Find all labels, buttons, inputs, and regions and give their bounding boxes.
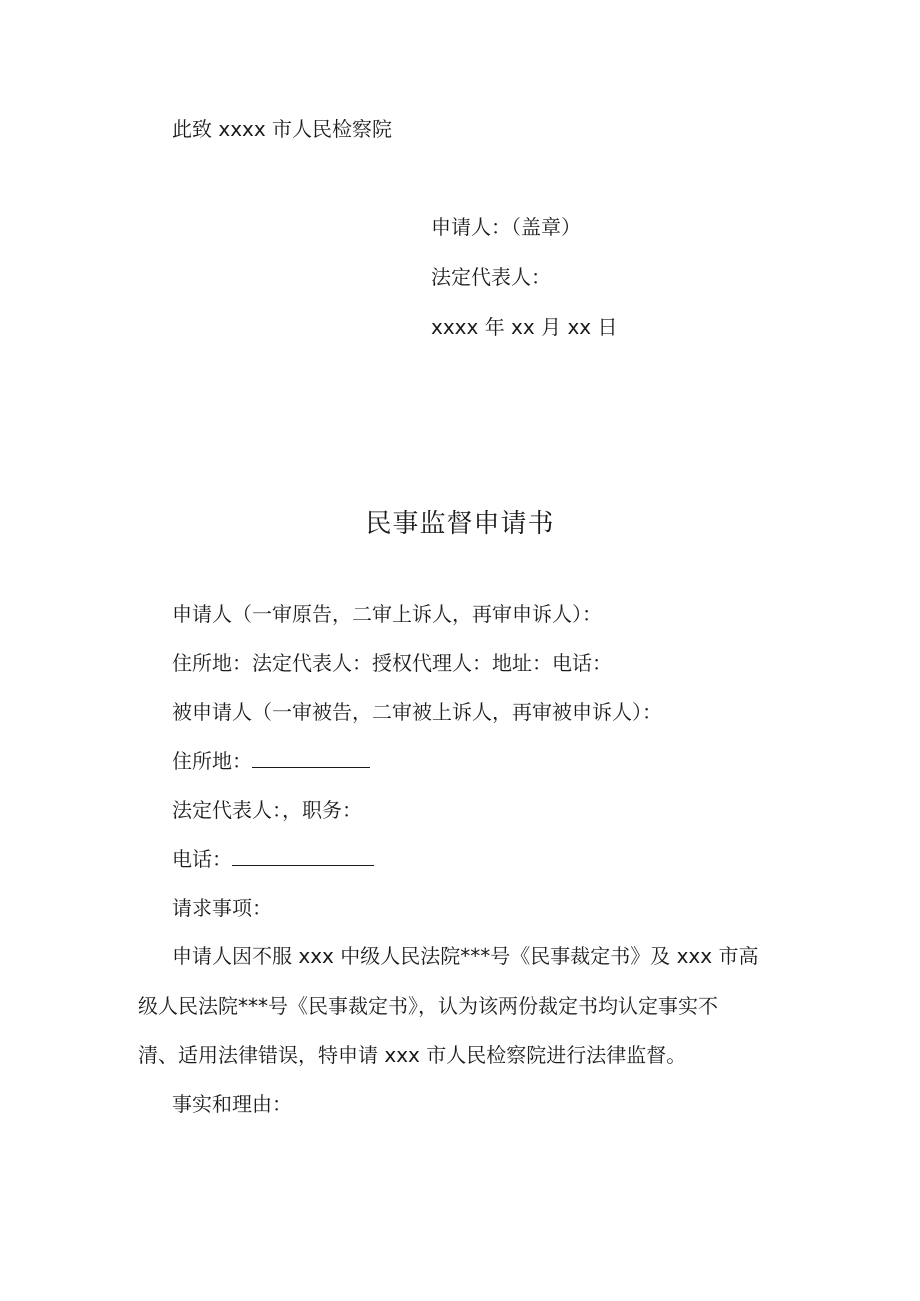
residence-blank (252, 749, 370, 768)
closing-applicant-seal: 申请人：（盖章） (431, 215, 581, 239)
phone-blank (232, 847, 374, 866)
request-line-1: 申请人因不服 xxx 中级人民法院***号《民事裁定书》及 xxx 市高 (172, 944, 759, 968)
facts-heading: 事实和理由： (172, 1092, 292, 1116)
legal-rep-position-line: 法定代表人：，职务： (172, 798, 362, 822)
document-title: 民事监督申请书 (365, 509, 555, 539)
applicant-info-line: 住所地：法定代表人：授权代理人：地址：电话： (172, 651, 612, 675)
phone-label: 电话： (172, 847, 232, 871)
closing-to: 此致 xxxx 市人民检察院 (172, 117, 393, 141)
closing-legal-rep: 法定代表人： (431, 265, 551, 289)
requests-heading: 请求事项： (172, 896, 272, 920)
phone-field (172, 847, 374, 871)
applicant-line: 申请人（一审原告，二审上诉人，再审申诉人）： (172, 602, 602, 626)
residence-field (172, 749, 370, 773)
closing-date: xxxx 年 xx 月 xx 日 (431, 315, 618, 339)
request-line-3: 清、适用法律错误，特申请 xxx 市人民检察院进行法律监督。 (138, 1043, 687, 1067)
residence-label: 住所地： (172, 749, 252, 773)
request-line-2: 级人民法院***号《民事裁定书》，认为该两份裁定书均认定事实不 (138, 994, 718, 1018)
respondent-line: 被申请人（一审被告，二审被上诉人，再审被申诉人）： (172, 700, 662, 724)
